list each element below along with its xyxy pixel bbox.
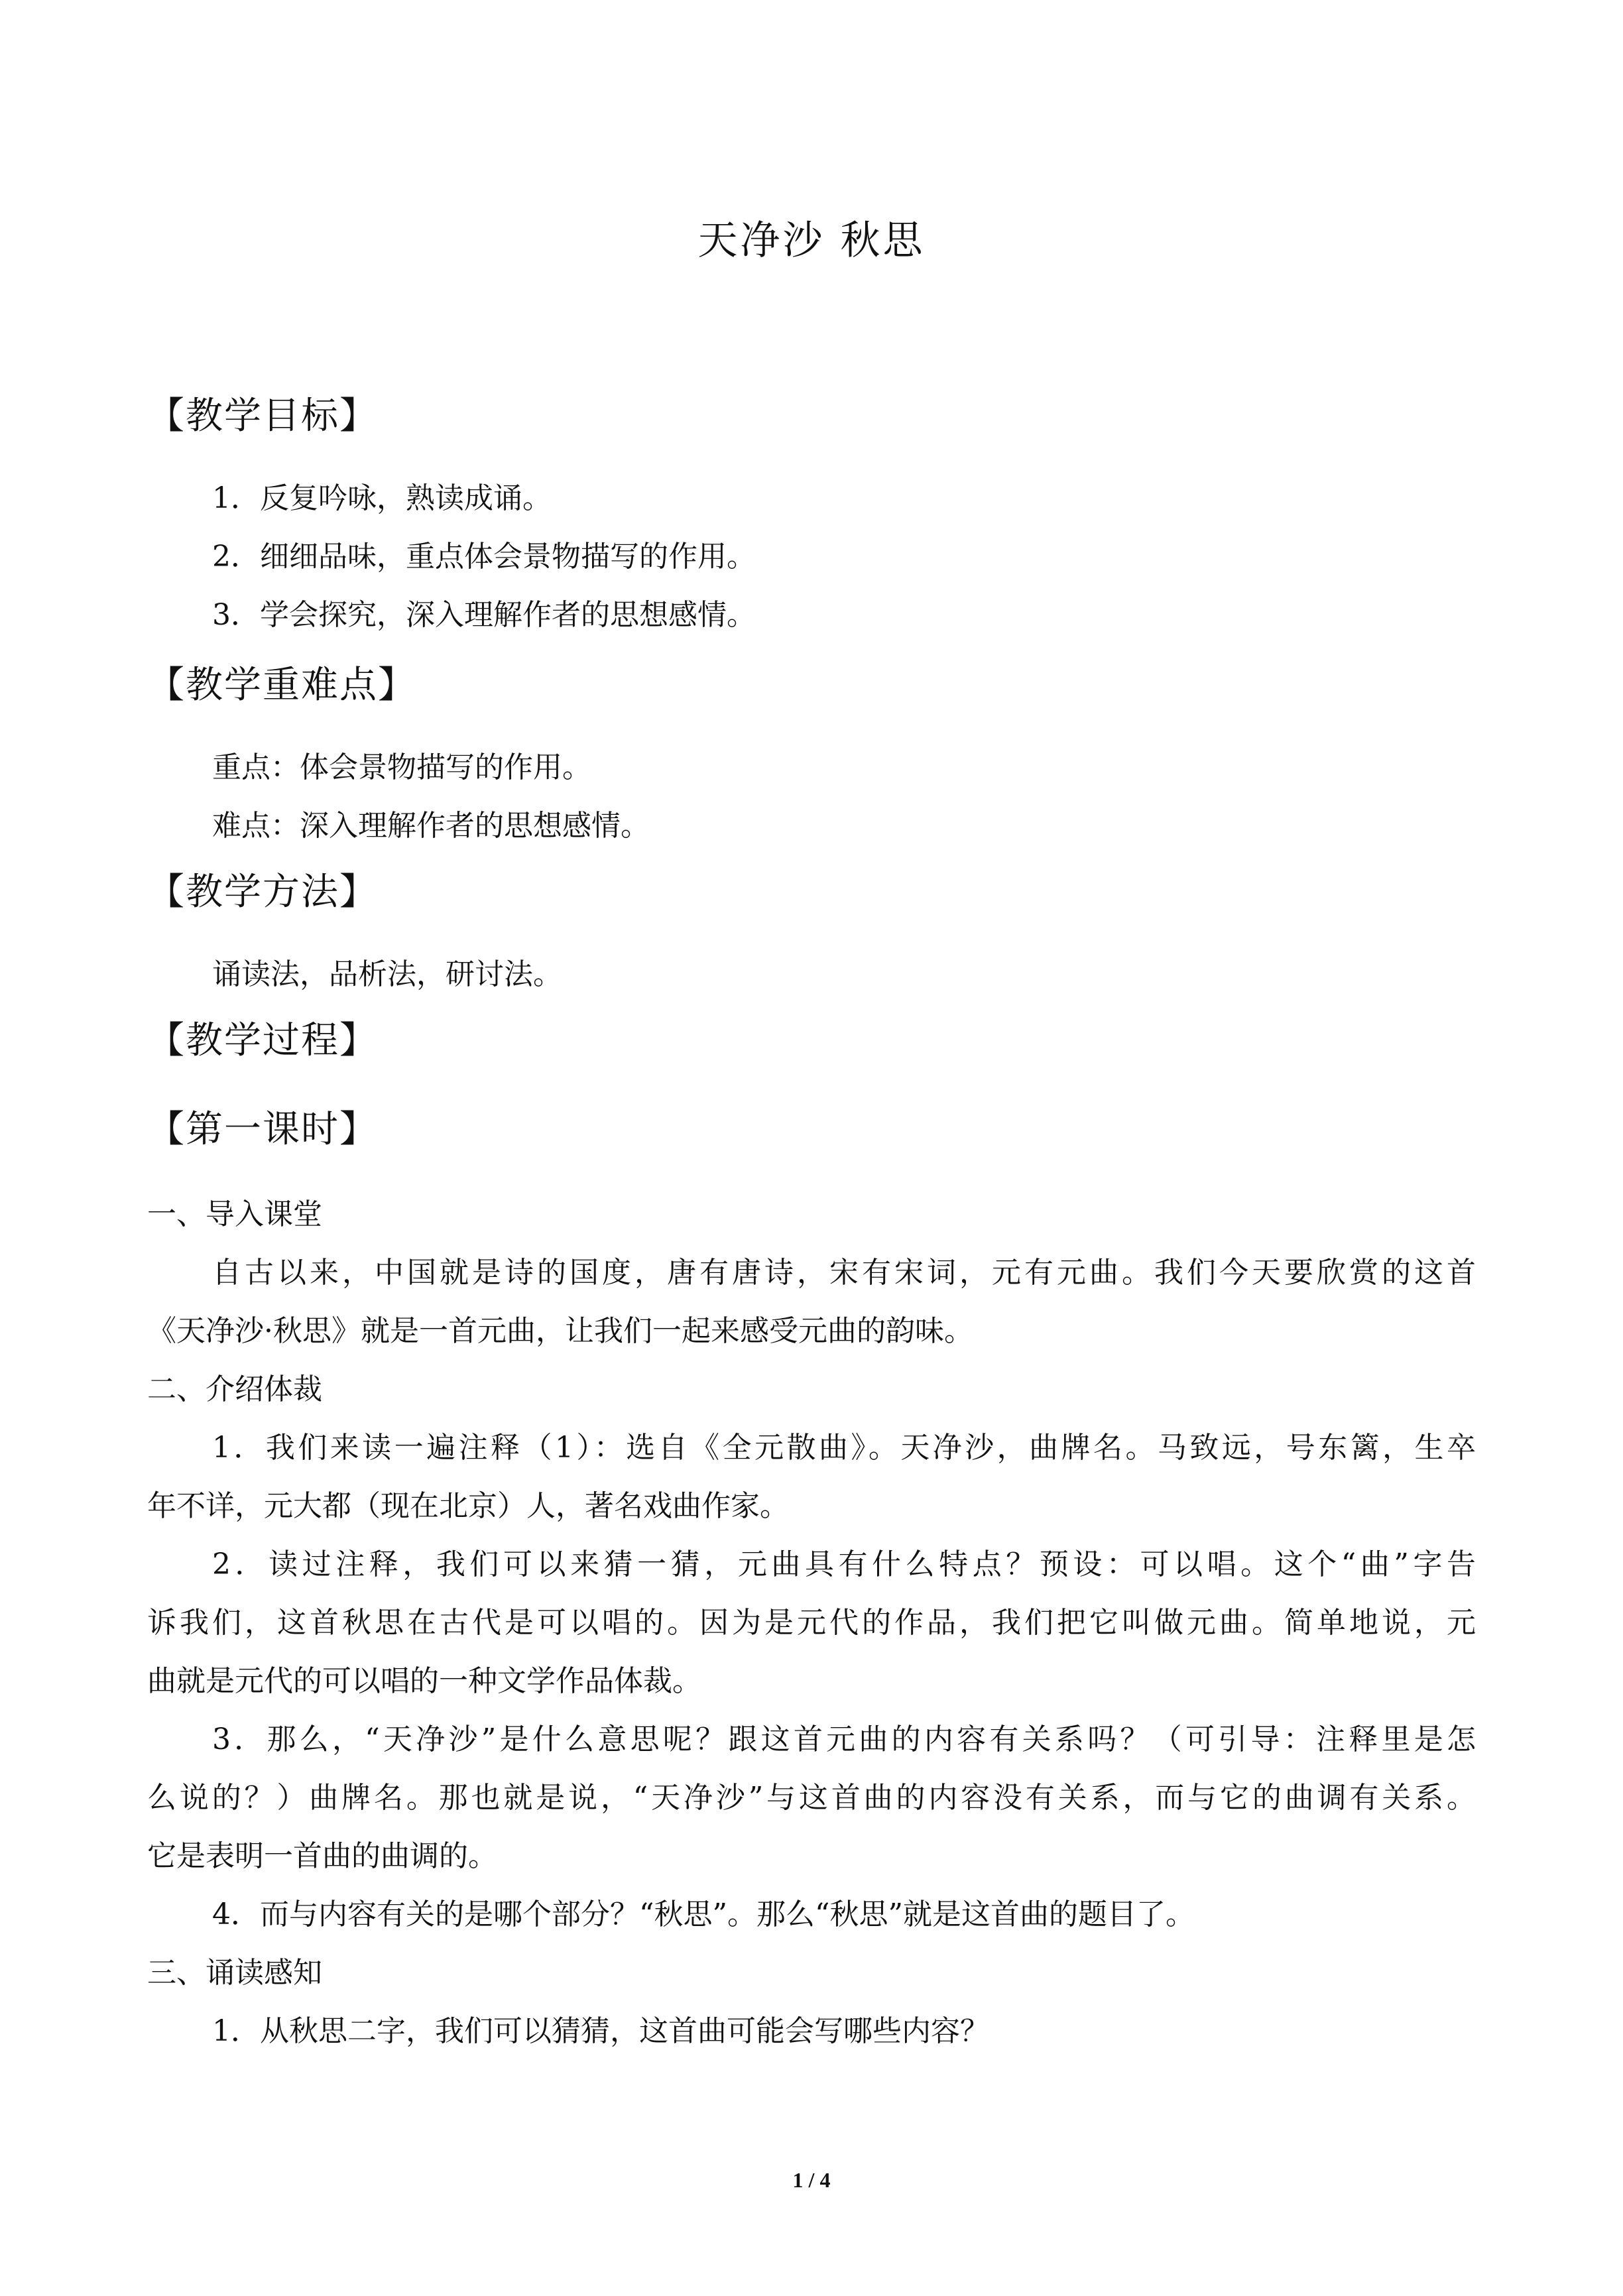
objective-item: 1．反复吟咏，熟读成诵。 [212, 481, 552, 515]
genre-paragraph-line: 2．读过注释，我们可以来猜一猜，元曲具有什么特点？预设：可以唱。这个“曲”字告 [212, 1547, 1476, 1581]
genre-paragraph-line: 4．而与内容有关的是哪个部分？“秋思”。那么“秋思”就是这首曲的题目了。 [212, 1898, 1195, 1931]
document-title: 天净沙 秋思 [697, 217, 926, 264]
subheading-reading: 三、诵读感知 [147, 1956, 322, 1990]
subheading-intro: 一、导入课堂 [147, 1197, 322, 1231]
method-item: 诵读法，品析法，研讨法。 [212, 957, 562, 991]
genre-paragraph-line: 年不详，元大都（现在北京）人，著名戏曲作家。 [147, 1489, 789, 1523]
genre-paragraph-line: 1．我们来读一遍注释（1）：选自《全元散曲》。天净沙，曲牌名。马致远，号东篱，生卒 [212, 1431, 1476, 1465]
genre-paragraph-line: 诉我们，这首秋思在古代是可以唱的。因为是元代的作品，我们把它叫做元曲。简单地说，元 [147, 1606, 1476, 1640]
genre-paragraph-line: 么说的？）曲牌名。那也就是说，“天净沙”与这首曲的内容没有关系，而与它的曲调有关系。 [147, 1781, 1476, 1815]
objective-item: 3．学会探究，深入理解作者的思想感情。 [212, 598, 756, 632]
heading-lesson-one: 【第一课时】 [147, 1108, 378, 1151]
key-point-item: 难点：深入理解作者的思想感情。 [212, 809, 650, 843]
heading-key-points: 【教学重难点】 [147, 664, 416, 707]
objective-item: 2．细细品味，重点体会景物描写的作用。 [212, 540, 756, 574]
genre-paragraph-line: 3．那么，“天净沙”是什么意思呢？跟这首元曲的内容有关系吗？（可引导：注释里是怎 [212, 1722, 1476, 1756]
subheading-genre: 二、介绍体裁 [147, 1372, 322, 1406]
heading-methods: 【教学方法】 [147, 871, 378, 914]
page-number: 1 / 4 [792, 2168, 831, 2192]
heading-process: 【教学过程】 [147, 1019, 378, 1062]
genre-paragraph-line: 它是表明一首曲的曲调的。 [147, 1839, 497, 1873]
intro-paragraph-line: 自古以来，中国就是诗的国度，唐有唐诗，宋有宋词，元有元曲。我们今天要欣赏的这首 [212, 1256, 1476, 1290]
intro-paragraph-line: 《天净沙·秋思》就是一首元曲，让我们一起来感受元曲的韵味。 [147, 1314, 973, 1348]
heading-objectives: 【教学目标】 [147, 394, 378, 438]
genre-paragraph-line: 曲就是元代的可以唱的一种文学作品体裁。 [147, 1664, 701, 1698]
key-point-item: 重点：体会景物描写的作用。 [212, 751, 591, 784]
reading-paragraph-line: 1．从秋思二字，我们可以猜猜，这首曲可能会写哪些内容？ [212, 2014, 989, 2048]
